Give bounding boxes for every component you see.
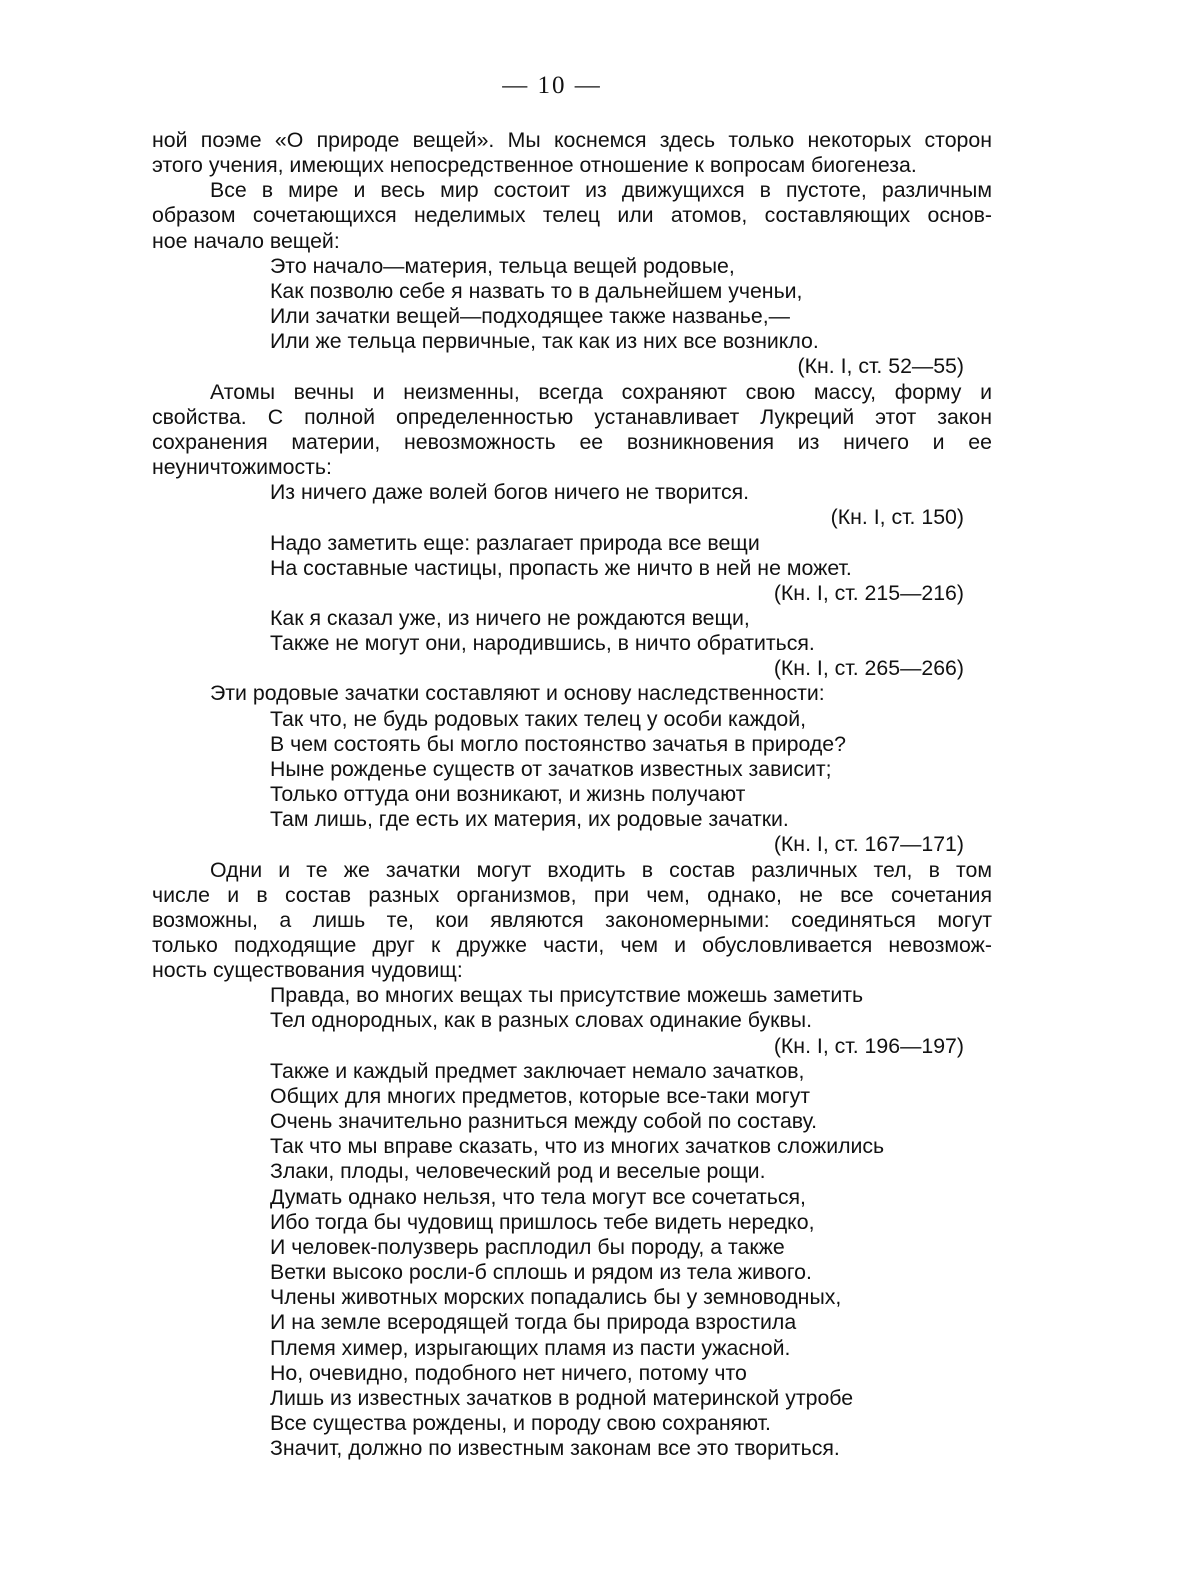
verse-line: Лишь из известных зачатков в родной материнской утробе <box>270 1385 854 1410</box>
verse-line: Правда, во многих вещах ты присутствие можешь заметить <box>270 983 864 1008</box>
citation: (Кн. I, ст. 196—197) <box>773 1033 964 1058</box>
verse-line: Или зачатки вещей—подходящее также названье,— <box>270 304 790 329</box>
verse-line: Ныне рожденье существ от зачатков известных зависит; <box>270 756 832 781</box>
text-line: ной поэме «О природе вещей». Мы коснемся здесь только некоторых сторон <box>152 128 992 152</box>
page-body <box>152 128 992 1461</box>
citation: (Кн. I, ст. 52—55) <box>797 354 964 379</box>
verse-line: Также не могут они, народившись, в ничто обратиться. <box>270 631 815 656</box>
text-line: Одни и те же зачатки могут входить в состав различных тел, в том <box>210 857 992 882</box>
text-line: ность существования чудовищ: <box>152 958 463 983</box>
paragraph <box>152 178 992 253</box>
verse-line: Ибо тогда бы чудовищ пришлось тебе видеть нередко, <box>270 1209 815 1234</box>
paragraph <box>152 380 992 481</box>
verse-line: Там лишь, где есть их материя, их родовые зачатки. <box>270 807 789 832</box>
verse-line: Злаки, плоды, человеческий род и веселые рощи. <box>270 1159 766 1184</box>
paragraph <box>152 128 992 178</box>
text-line: образом сочетающихся неделимых телец или атомов, составляющих основ- <box>152 203 992 228</box>
verse-line: Думать однако нельзя, что тела могут все сочетаться, <box>270 1184 806 1209</box>
verse-line: Очень значительно разниться между собой по составу. <box>270 1109 818 1134</box>
verse-line: Как позволю себе я назвать то в дальнейшем ученьи, <box>270 278 803 303</box>
text-line: сохранения материи, невозможность ее возникновения из ничего и ее <box>152 429 992 454</box>
verse-line: Значит, должно по известным законам все это твориться. <box>270 1436 840 1461</box>
verse-stanza <box>152 531 992 581</box>
text-line: неуничтожимость: <box>152 455 332 480</box>
verse-line: Но, очевидно, подобного нет ничего, потому что <box>270 1360 747 1385</box>
verse-line: Члены животных морских попадались бы у земноводных, <box>270 1285 842 1310</box>
citation: (Кн. I, ст. 215—216) <box>773 580 964 605</box>
verse-stanza <box>152 707 992 833</box>
text-line: Все в мире и весь мир состоит из движущихся в пустоте, различным <box>210 178 992 203</box>
verse-line: Надо заметить еще: разлагает природа все вещи <box>270 530 760 555</box>
verse-line: Так что мы вправе сказать, что из многих зачатков сложились <box>270 1134 885 1159</box>
verse-line: На составные частицы, пропасть же ничто в ней не может. <box>270 555 852 580</box>
text-line: свойства. С полной определенностью устанавливает Лукреций этот закон <box>152 404 992 429</box>
text-line: числе и в состав разных организмов, при чем, однако, не все сочетания <box>152 882 992 907</box>
paragraph <box>152 858 992 984</box>
verse-line: Ветки высоко росли-б сплошь и рядом из тела живого. <box>270 1260 812 1285</box>
book-page <box>152 72 992 1461</box>
verse-stanza <box>152 606 992 656</box>
verse-line: Общих для многих предметов, которые все-таки могут <box>270 1083 811 1108</box>
text-line: только подходящие друг к дружке части, чем и обусловливается невозмож- <box>152 933 992 957</box>
text-line: Эти родовые зачатки составляют и основу наследственности: <box>210 681 825 706</box>
verse-line: Это начало—материя, тельца вещей родовые, <box>270 253 735 278</box>
text-line: Атомы вечны и неизменны, всегда сохраняют свою массу, форму и <box>210 379 992 404</box>
verse-line: И человек-полузверь расплодил бы породу, а также <box>270 1234 785 1259</box>
verse-line: Также и каждый предмет заключает немало зачатков, <box>270 1058 805 1083</box>
citation: (Кн. I, ст. 167—171) <box>773 832 964 857</box>
verse-line: И на земле всеродящей тогда бы природа взростила <box>270 1310 797 1335</box>
verse-line: Только оттуда они возникают, и жизнь получают <box>270 782 746 807</box>
paragraph <box>152 681 992 706</box>
text-line: этого учения, имеющих непосредственное отношение к вопросам биогенеза. <box>152 153 917 178</box>
citation: (Кн. I, ст. 265—266) <box>773 656 964 681</box>
page-number: — 10 — <box>502 72 602 99</box>
verse-stanza <box>152 480 992 505</box>
verse-stanza <box>152 1059 992 1462</box>
text-line: возможны, а лишь те, кои являются закономерными: соединяться могут <box>152 907 992 932</box>
verse-stanza <box>152 983 992 1033</box>
verse-line: Все существа рождены, и породу свою сохраняют. <box>270 1410 771 1435</box>
verse-line: Как я сказал уже, из ничего не рождаются вещи, <box>270 605 750 630</box>
verse-line: Так что, не будь родовых таких телец у особи каждой, <box>270 706 807 731</box>
verse-line: Из ничего даже волей богов ничего не творится. <box>270 480 750 505</box>
verse-line: Или же тельца первичные, так как из них все возникло. <box>270 329 819 354</box>
citation: (Кн. I, ст. 150) <box>830 505 964 530</box>
verse-line: Тел однородных, как в разных словах одинакие буквы. <box>270 1008 812 1033</box>
verse-stanza <box>152 254 992 355</box>
text-line: ное начало вещей: <box>152 228 340 253</box>
verse-line: Племя химер, изрыгающих пламя из пасти ужасной. <box>270 1335 791 1360</box>
verse-line: В чем состоять бы могло постоянство зачатья в природе? <box>270 731 846 756</box>
